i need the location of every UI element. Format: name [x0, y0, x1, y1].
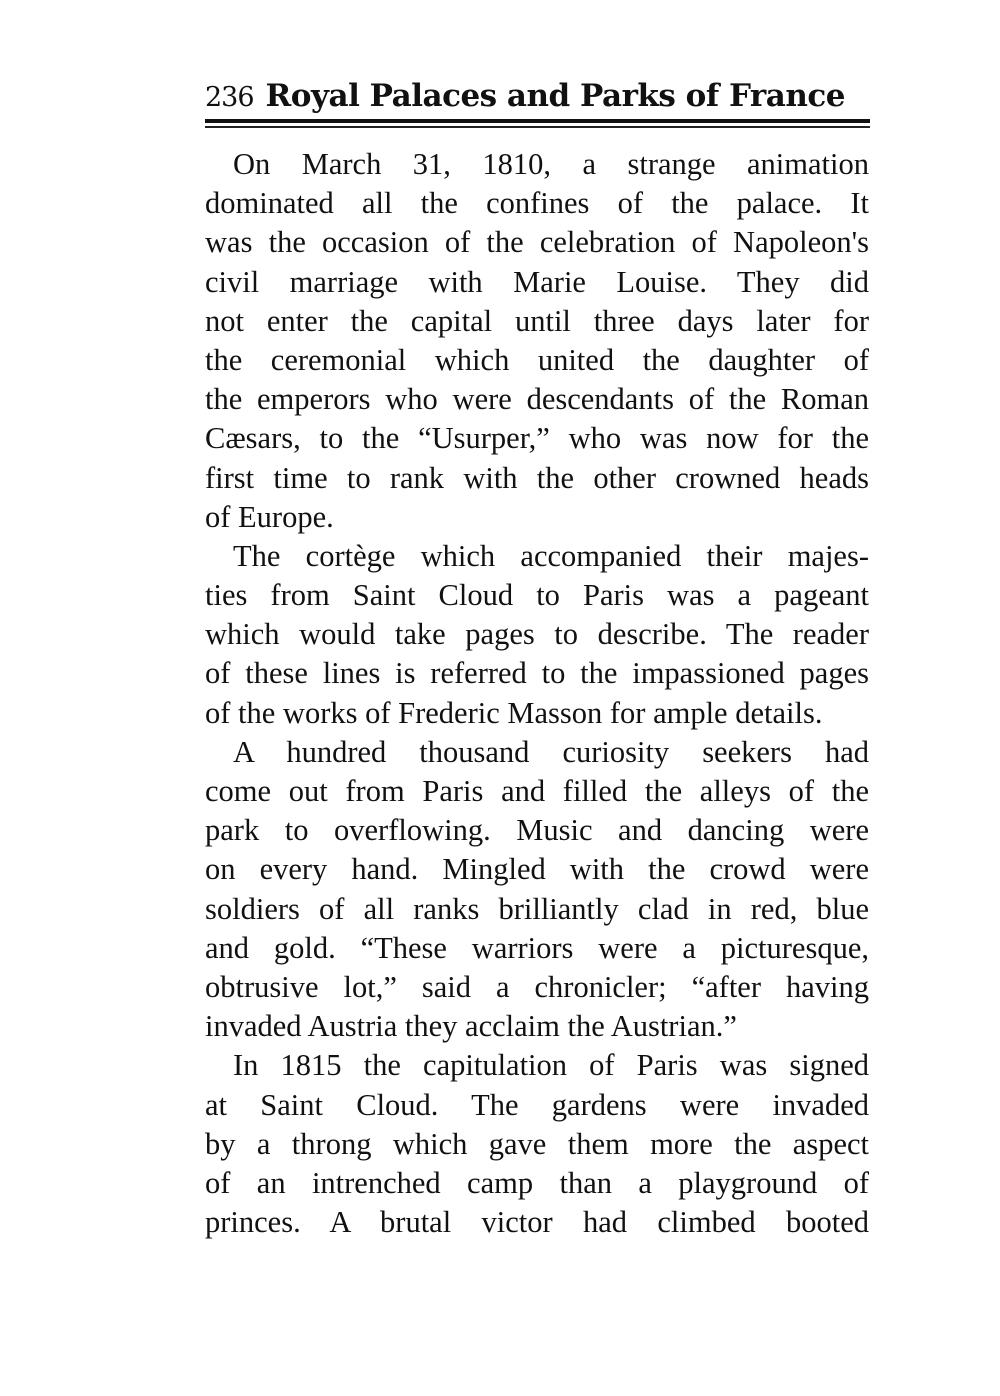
page-body	[205, 145, 869, 1242]
text-line: come out from Paris and filled the alleys of the	[205, 774, 869, 808]
text-line: park to overflowing. Music and dancing were	[205, 813, 869, 848]
paragraph	[205, 537, 869, 733]
text-line: On March 31, 1810, a strange animation	[233, 147, 869, 181]
text-line: Cæsars, to the “Usurper,” who was now for the	[205, 421, 869, 456]
text-line: first time to rank with the other crowned heads	[205, 460, 869, 495]
header-rule-thin	[205, 126, 870, 128]
page-number: 236	[205, 82, 254, 113]
text-line: the emperors who were descendants of the Roman	[205, 382, 869, 417]
text-line: was the occasion of the celebration of Napoleon's	[205, 225, 869, 260]
text-line: civil marriage with Marie Louise. They did	[205, 264, 869, 299]
text-line: The cortège which accompanied their majes-	[233, 538, 869, 573]
text-line: the ceremonial which united the daughter of	[205, 342, 869, 377]
text-line: at Saint Cloud. The gardens were invaded	[205, 1087, 869, 1122]
text-line: obtrusive lot,” said a chronicler; “after having	[205, 969, 869, 1004]
text-line: A hundred thousand curiosity seekers had	[233, 734, 869, 769]
paragraph	[205, 1046, 869, 1242]
text-line: soldiers of all ranks brilliantly clad in red, blue	[205, 891, 869, 926]
running-title: Royal Palaces and Parks of France	[265, 78, 845, 114]
text-line: on every hand. Mingled with the crowd were	[205, 852, 869, 887]
text-line: of Europe.	[205, 499, 334, 534]
text-line: invaded Austria they acclaim the Austrian.”	[205, 1009, 737, 1044]
text-line: dominated all the confines of the palace. It	[205, 186, 869, 221]
text-line: not enter the capital until three days later for	[205, 303, 869, 338]
running-header	[205, 74, 870, 118]
text-line: of the works of Frederic Masson for ample details.	[205, 695, 823, 730]
paragraph	[205, 145, 869, 537]
paragraph	[205, 733, 869, 1047]
text-line: of an intrenched camp than a playground of	[205, 1165, 869, 1200]
text-line: of these lines is referred to the impassioned pages	[205, 656, 869, 691]
text-line: by a throng which gave them more the aspect	[205, 1126, 869, 1161]
text-line: and gold. “These warriors were a picturesque,	[205, 930, 869, 965]
text-line: which would take pages to describe. The reader	[205, 617, 869, 652]
text-line: princes. A brutal victor had climbed booted	[205, 1205, 869, 1240]
text-line: ties from Saint Cloud to Paris was a pageant	[205, 578, 869, 613]
text-line: In 1815 the capitulation of Paris was signed	[233, 1048, 869, 1083]
header-rule	[205, 119, 870, 123]
